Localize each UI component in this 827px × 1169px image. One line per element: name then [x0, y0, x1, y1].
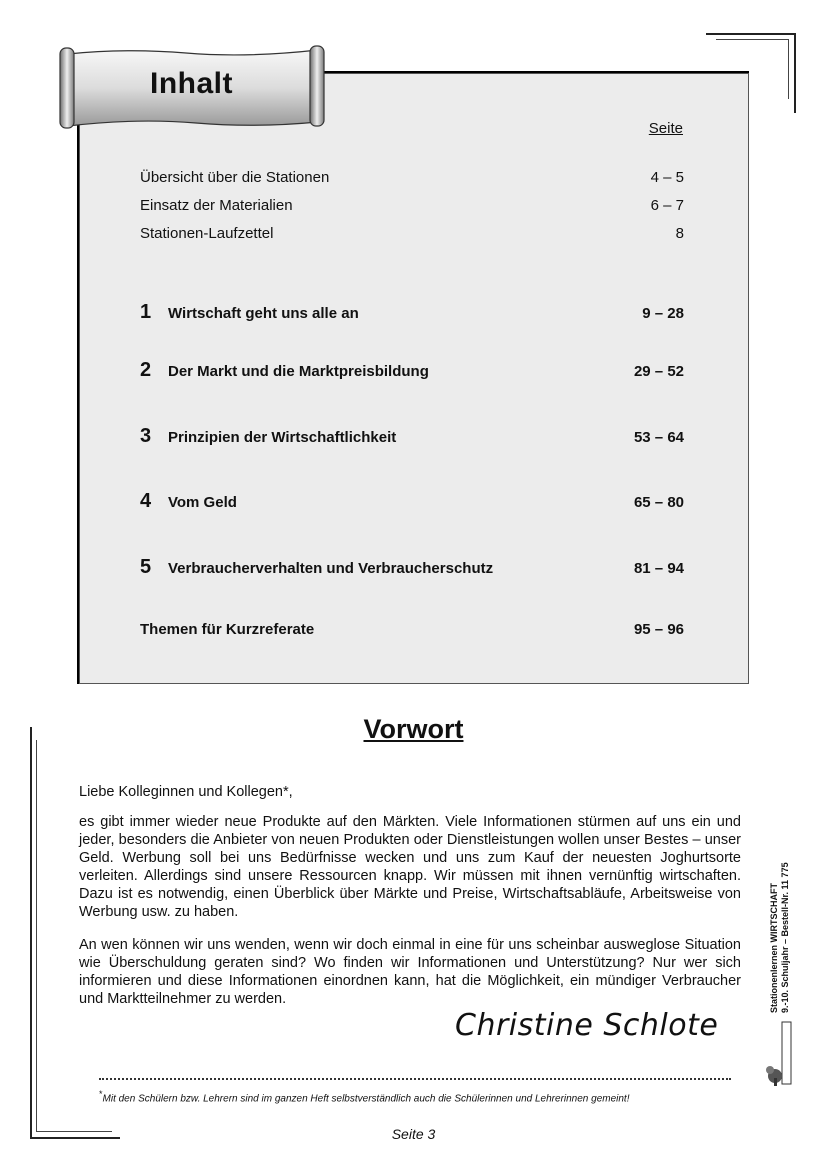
chapter-number: 4: [140, 490, 152, 512]
corner-ornament-top-right-inner-vertical: [788, 39, 789, 99]
page-column-header: Seite: [648, 120, 683, 137]
toc-entry-pages: 8: [675, 225, 684, 242]
page-number: Seite 3: [391, 1126, 436, 1142]
footnote: [99, 1089, 630, 1104]
chapter-title: Der Markt und die Marktpreisbildung: [168, 363, 429, 380]
corner-ornament-top-right: [706, 33, 796, 35]
toc-entry-pages: 95 – 96: [633, 621, 684, 638]
chapter-pages: 53 – 64: [633, 429, 684, 446]
chapter-number: 3: [140, 425, 152, 447]
chapter-title: Wirtschaft geht uns alle an: [168, 305, 359, 322]
publisher-side-info: [769, 813, 803, 1013]
chapter-title: Prinzipien der Wirtschaftlichkeit: [168, 429, 397, 446]
toc-entry: [140, 225, 684, 245]
toc-entry: [140, 197, 684, 217]
toc-entry: [140, 169, 684, 189]
toc-entry-extra: [140, 621, 684, 641]
foreword-salutation: Liebe Kolleginnen und Kollegen*,: [79, 784, 293, 800]
side-info-line: 9.-10. Schuljahr – Bestell-Nr. 11 775: [780, 862, 790, 1013]
toc-entry-label: Übersicht über die Stationen: [140, 169, 330, 186]
contents-title: Inhalt: [150, 67, 233, 100]
chapter-pages: 9 – 28: [642, 305, 684, 322]
chapter-number: 2: [140, 359, 152, 381]
toc-chapter: [140, 556, 684, 582]
toc-entry-label: Stationen-Laufzettel: [140, 225, 274, 242]
author-signature: Christine Schlote: [455, 1008, 719, 1043]
chapter-title: Vom Geld: [168, 494, 237, 511]
foreword-title: Vorwort: [363, 714, 464, 744]
footnote-text: Mit den Schülern bzw. Lehrern sind im ganzen Heft selbstverständlich auch die Schülerinnen und Lehrerinnen gemeint!: [102, 1093, 630, 1105]
foreword-paragraph: An wen können wir uns wenden, wenn wir doch einmal in eine für uns scheinbar ausweglose Situation wie Überschuldung geraten sind? Wo finden wir Informationen und Unterstützung? Nur wer sich informieren und diese Informationen einordnen kann, hat die Möglichkeit, ein mündiger Verbraucher und Marktteilnehmer zu werden.: [79, 937, 741, 1007]
corner-ornament-top-right-vertical: [794, 33, 796, 113]
publisher-logo-icon: [764, 1018, 804, 1088]
chapter-pages: 81 – 94: [633, 560, 684, 577]
footnote-divider: [99, 1078, 731, 1080]
toc-entry-label: Themen für Kurzreferate: [140, 621, 315, 638]
chapter-title: Verbraucherverhalten und Verbraucherschutz: [168, 560, 494, 577]
footnote-marker: *: [99, 1089, 103, 1099]
side-info-line: Stationenlernen WIRTSCHAFT: [769, 883, 779, 1013]
toc-chapter: [140, 359, 684, 385]
corner-ornament-top-right-inner: [716, 39, 788, 40]
chapter-pages: 65 – 80: [633, 494, 684, 511]
chapter-pages: 29 – 52: [633, 363, 684, 380]
chapter-number: 5: [140, 556, 152, 578]
corner-ornament-bottom-left-inner-vertical: [36, 740, 37, 1132]
toc-chapter: [140, 425, 684, 451]
foreword-paragraph: es gibt immer wieder neue Produkte auf den Märkten. Viele Informationen stürmen auf uns ein und jeder, besonders die Anbieter von neuen Produkten oder Dienstleistungen wollen unser Bestes – unser Geld. Werbung soll bei uns Bedürfnisse wecken und uns zum Kauf der neuesten Joghurtsorte verleiten. Allerdings sind unsere Ressourcen knapp. Wir müssen mit ihnen vernünftig wirtschaften. Dazu ist es notwendig, einen Überblick über Märkte und Preise, Wirtschaftsabläufe, Arbeitsweise von Werbung usw. zu haben.: [79, 814, 741, 920]
chapter-number: 1: [140, 301, 152, 323]
toc-entry-pages: 6 – 7: [650, 197, 684, 214]
toc-chapter: [140, 301, 684, 327]
corner-ornament-bottom-left-vertical: [30, 727, 32, 1139]
toc-entry-label: Einsatz der Materialien: [140, 197, 293, 214]
toc-entry-pages: 4 – 5: [650, 169, 684, 186]
toc-chapter: [140, 490, 684, 516]
